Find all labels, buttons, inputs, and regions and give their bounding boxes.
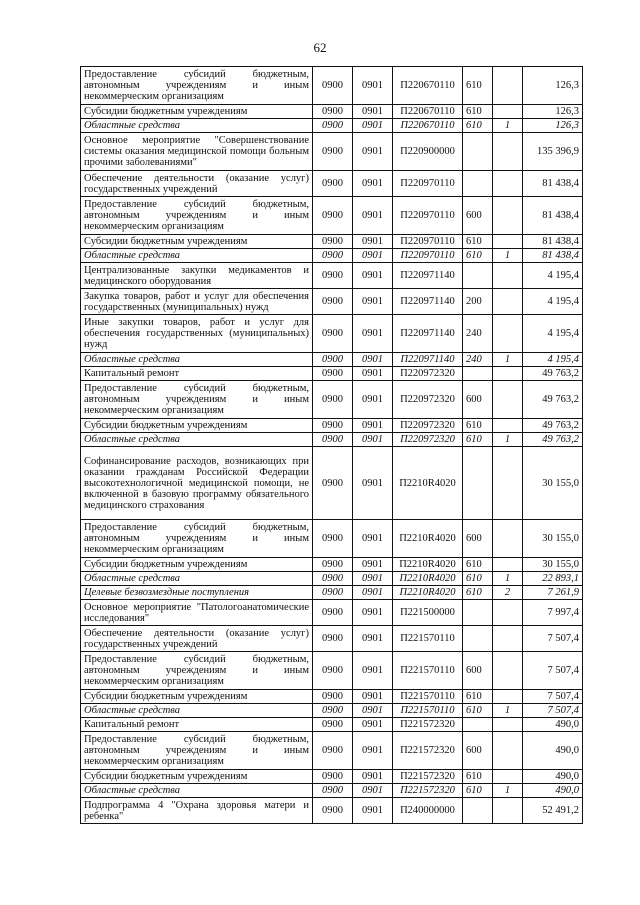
amount-cell: 126,3 [523,105,583,119]
amount-cell: 22 893,1 [523,572,583,586]
row-name-cell: Предоставление субсидий бюджетным, автономным учреждениям и иным некоммерческим организациям [81,197,313,235]
target-article-cell: П220971140 [393,289,463,315]
row-name-cell: Капитальный ремонт [81,367,313,381]
row-name-cell: Субсидии бюджетным учреждениям [81,419,313,433]
amount-cell: 81 438,4 [523,197,583,235]
row-name-cell: Обеспечение деятельности (оказание услуг) государственных учреждений [81,626,313,652]
target-article-cell: П221572320 [393,718,463,732]
row-name-cell: Областные средства [81,704,313,718]
funding-source-cell [493,770,523,784]
expense-type-cell: 610 [463,67,493,105]
funding-source-cell [493,263,523,289]
subsection-code-cell: 0901 [353,447,393,520]
table-row [81,447,583,520]
expense-type-cell: 610 [463,784,493,798]
target-article-cell: П240000000 [393,798,463,824]
subsection-code-cell: 0901 [353,558,393,572]
amount-cell: 30 155,0 [523,558,583,572]
target-article-cell: П220670110 [393,67,463,105]
table-row [81,732,583,770]
table-row [81,263,583,289]
subsection-code-cell: 0901 [353,600,393,626]
section-code-cell: 0900 [313,520,353,558]
table-row [81,652,583,690]
amount-cell: 81 438,4 [523,249,583,263]
expense-type-cell: 610 [463,235,493,249]
section-code-cell: 0900 [313,718,353,732]
target-article-cell: П221572320 [393,784,463,798]
table-row [81,289,583,315]
expense-type-cell: 600 [463,381,493,419]
amount-cell: 135 396,9 [523,133,583,171]
funding-source-cell [493,367,523,381]
section-code-cell: 0900 [313,367,353,381]
section-code-cell: 0900 [313,652,353,690]
section-code-cell: 0900 [313,171,353,197]
amount-cell: 49 763,2 [523,381,583,419]
funding-source-cell [493,600,523,626]
funding-source-cell: 1 [493,249,523,263]
funding-source-cell: 1 [493,784,523,798]
subsection-code-cell: 0901 [353,67,393,105]
target-article-cell: П2210R4020 [393,558,463,572]
table-row [81,197,583,235]
section-code-cell: 0900 [313,626,353,652]
row-name-cell: Капитальный ремонт [81,718,313,732]
subsection-code-cell: 0901 [353,367,393,381]
target-article-cell: П220972320 [393,367,463,381]
funding-source-cell [493,732,523,770]
row-name-cell: Подпрограмма 4 "Охрана здоровья матери и ребенка" [81,798,313,824]
row-name-cell: Областные средства [81,784,313,798]
target-article-cell: П220670110 [393,119,463,133]
row-name-cell: Основное мероприятие "Патологоанатомические исследования" [81,600,313,626]
amount-cell: 7 261,9 [523,586,583,600]
expense-type-cell [463,447,493,520]
funding-source-cell [493,381,523,419]
table-row [81,119,583,133]
row-name-cell: Областные средства [81,249,313,263]
subsection-code-cell: 0901 [353,263,393,289]
table-row [81,520,583,558]
section-code-cell: 0900 [313,315,353,353]
funding-source-cell [493,447,523,520]
amount-cell: 126,3 [523,67,583,105]
section-code-cell: 0900 [313,419,353,433]
section-code-cell: 0900 [313,690,353,704]
table-row [81,433,583,447]
section-code-cell: 0900 [313,572,353,586]
amount-cell: 4 195,4 [523,315,583,353]
subsection-code-cell: 0901 [353,171,393,197]
amount-cell: 81 438,4 [523,171,583,197]
subsection-code-cell: 0901 [353,419,393,433]
expense-type-cell [463,600,493,626]
subsection-code-cell: 0901 [353,704,393,718]
funding-source-cell [493,67,523,105]
expense-type-cell: 240 [463,315,493,353]
section-code-cell: 0900 [313,447,353,520]
expense-type-cell: 600 [463,652,493,690]
table-row [81,690,583,704]
section-code-cell: 0900 [313,704,353,718]
target-article-cell: П220970110 [393,249,463,263]
subsection-code-cell: 0901 [353,433,393,447]
table-row [81,784,583,798]
subsection-code-cell: 0901 [353,770,393,784]
table-row [81,381,583,419]
funding-source-cell: 2 [493,586,523,600]
target-article-cell: П220972320 [393,419,463,433]
expense-type-cell: 610 [463,119,493,133]
table-row [81,626,583,652]
row-name-cell: Иные закупки товаров, работ и услуг для обеспечения государственных (муниципальных) нужд [81,315,313,353]
section-code-cell: 0900 [313,249,353,263]
row-name-cell: Областные средства [81,433,313,447]
subsection-code-cell: 0901 [353,133,393,171]
row-name-cell: Предоставление субсидий бюджетным, автономным учреждениям и иным некоммерческим организациям [81,381,313,419]
row-name-cell: Субсидии бюджетным учреждениям [81,235,313,249]
subsection-code-cell: 0901 [353,289,393,315]
expense-type-cell: 600 [463,732,493,770]
expense-type-cell: 610 [463,419,493,433]
amount-cell: 49 763,2 [523,367,583,381]
section-code-cell: 0900 [313,263,353,289]
table-row [81,704,583,718]
section-code-cell: 0900 [313,586,353,600]
section-code-cell: 0900 [313,381,353,419]
section-code-cell: 0900 [313,353,353,367]
expense-type-cell [463,718,493,732]
subsection-code-cell: 0901 [353,718,393,732]
subsection-code-cell: 0901 [353,235,393,249]
target-article-cell: П220971140 [393,353,463,367]
expense-type-cell: 610 [463,704,493,718]
section-code-cell: 0900 [313,784,353,798]
expense-type-cell: 610 [463,249,493,263]
row-name-cell: Областные средства [81,572,313,586]
target-article-cell: П220670110 [393,105,463,119]
funding-source-cell [493,133,523,171]
subsection-code-cell: 0901 [353,572,393,586]
target-article-cell: П220971140 [393,263,463,289]
amount-cell: 52 491,2 [523,798,583,824]
target-article-cell: П2210R4020 [393,586,463,600]
row-name-cell: Субсидии бюджетным учреждениям [81,690,313,704]
expense-type-cell: 600 [463,520,493,558]
amount-cell: 490,0 [523,784,583,798]
budget-table-body [81,67,583,824]
target-article-cell: П221500000 [393,600,463,626]
subsection-code-cell: 0901 [353,798,393,824]
target-article-cell: П221572320 [393,732,463,770]
funding-source-cell [493,718,523,732]
amount-cell: 4 195,4 [523,353,583,367]
expense-type-cell: 610 [463,105,493,119]
row-name-cell: Предоставление субсидий бюджетным, автономным учреждениям и иным некоммерческим организациям [81,520,313,558]
funding-source-cell [493,626,523,652]
amount-cell: 81 438,4 [523,235,583,249]
funding-source-cell [493,171,523,197]
funding-source-cell [493,652,523,690]
table-row [81,600,583,626]
subsection-code-cell: 0901 [353,784,393,798]
target-article-cell: П221570110 [393,652,463,690]
target-article-cell: П220972320 [393,433,463,447]
section-code-cell: 0900 [313,197,353,235]
funding-source-cell [493,235,523,249]
subsection-code-cell: 0901 [353,732,393,770]
table-row [81,353,583,367]
funding-source-cell [493,690,523,704]
expense-type-cell [463,367,493,381]
table-row [81,419,583,433]
row-name-cell: Предоставление субсидий бюджетным, автономным учреждениям и иным некоммерческим организациям [81,652,313,690]
expense-type-cell [463,171,493,197]
funding-source-cell: 1 [493,433,523,447]
section-code-cell: 0900 [313,235,353,249]
row-name-cell: Целевые безвозмездные поступления [81,586,313,600]
budget-table [80,66,583,824]
funding-source-cell [493,798,523,824]
table-row [81,249,583,263]
table-row [81,586,583,600]
funding-source-cell [493,520,523,558]
section-code-cell: 0900 [313,732,353,770]
amount-cell: 490,0 [523,770,583,784]
expense-type-cell [463,263,493,289]
amount-cell: 490,0 [523,718,583,732]
section-code-cell: 0900 [313,67,353,105]
expense-type-cell: 610 [463,558,493,572]
target-article-cell: П220971140 [393,315,463,353]
target-article-cell: П220970110 [393,235,463,249]
amount-cell: 126,3 [523,119,583,133]
amount-cell: 7 507,4 [523,690,583,704]
funding-source-cell [493,105,523,119]
amount-cell: 49 763,2 [523,419,583,433]
amount-cell: 7 507,4 [523,652,583,690]
expense-type-cell: 610 [463,572,493,586]
row-name-cell: Предоставление субсидий бюджетным, автономным учреждениям и иным некоммерческим организациям [81,67,313,105]
section-code-cell: 0900 [313,289,353,315]
row-name-cell: Субсидии бюджетным учреждениям [81,558,313,572]
table-row [81,572,583,586]
expense-type-cell: 610 [463,433,493,447]
target-article-cell: П2210R4020 [393,520,463,558]
amount-cell: 7 507,4 [523,626,583,652]
table-row [81,558,583,572]
funding-source-cell [493,289,523,315]
target-article-cell: П221570110 [393,704,463,718]
funding-source-cell: 1 [493,704,523,718]
amount-cell: 4 195,4 [523,289,583,315]
table-row [81,171,583,197]
expense-type-cell: 200 [463,289,493,315]
subsection-code-cell: 0901 [353,353,393,367]
subsection-code-cell: 0901 [353,249,393,263]
funding-source-cell: 1 [493,572,523,586]
section-code-cell: 0900 [313,105,353,119]
section-code-cell: 0900 [313,133,353,171]
subsection-code-cell: 0901 [353,105,393,119]
section-code-cell: 0900 [313,119,353,133]
amount-cell: 7 997,4 [523,600,583,626]
row-name-cell: Софинансирование расходов, возникающих при оказании гражданам Российской Федерации высокотехнологичной медицинской помощи, не включенной в базовую программу обязательного медицинского страхования [81,447,313,520]
expense-type-cell: 600 [463,197,493,235]
row-name-cell: Обеспечение деятельности (оказание услуг) государственных учреждений [81,171,313,197]
subsection-code-cell: 0901 [353,119,393,133]
target-article-cell: П221572320 [393,770,463,784]
row-name-cell: Субсидии бюджетным учреждениям [81,770,313,784]
amount-cell: 490,0 [523,732,583,770]
target-article-cell: П220970110 [393,197,463,235]
subsection-code-cell: 0901 [353,520,393,558]
section-code-cell: 0900 [313,433,353,447]
target-article-cell: П221570110 [393,626,463,652]
section-code-cell: 0900 [313,798,353,824]
target-article-cell: П220900000 [393,133,463,171]
table-row [81,315,583,353]
row-name-cell: Субсидии бюджетным учреждениям [81,105,313,119]
row-name-cell: Основное мероприятие "Совершенствование системы оказания медицинской помощи больным прочими заболеваниями" [81,133,313,171]
funding-source-cell: 1 [493,353,523,367]
subsection-code-cell: 0901 [353,690,393,704]
funding-source-cell: 1 [493,119,523,133]
row-name-cell: Закупка товаров, работ и услуг для обеспечения государственных (муниципальных) нужд [81,289,313,315]
subsection-code-cell: 0901 [353,652,393,690]
page-number: 62 [313,40,327,55]
table-row [81,718,583,732]
target-article-cell: П2210R4020 [393,447,463,520]
row-name-cell: Централизованные закупки медикаментов и медицинского оборудования [81,263,313,289]
funding-source-cell [493,197,523,235]
table-row [81,367,583,381]
row-name-cell: Областные средства [81,119,313,133]
expense-type-cell [463,133,493,171]
expense-type-cell: 610 [463,690,493,704]
table-row [81,798,583,824]
subsection-code-cell: 0901 [353,626,393,652]
table-row [81,770,583,784]
expense-type-cell: 240 [463,353,493,367]
target-article-cell: П2210R4020 [393,572,463,586]
section-code-cell: 0900 [313,770,353,784]
amount-cell: 49 763,2 [523,433,583,447]
funding-source-cell [493,558,523,572]
subsection-code-cell: 0901 [353,197,393,235]
expense-type-cell [463,798,493,824]
row-name-cell: Предоставление субсидий бюджетным, автономным учреждениям и иным некоммерческим организациям [81,732,313,770]
section-code-cell: 0900 [313,600,353,626]
amount-cell: 30 155,0 [523,447,583,520]
expense-type-cell: 610 [463,770,493,784]
table-row [81,67,583,105]
row-name-cell: Областные средства [81,353,313,367]
subsection-code-cell: 0901 [353,315,393,353]
section-code-cell: 0900 [313,558,353,572]
target-article-cell: П220970110 [393,171,463,197]
amount-cell: 4 195,4 [523,263,583,289]
funding-source-cell [493,315,523,353]
table-row [81,235,583,249]
expense-type-cell [463,626,493,652]
expense-type-cell: 610 [463,586,493,600]
table-row [81,133,583,171]
subsection-code-cell: 0901 [353,381,393,419]
amount-cell: 7 507,4 [523,704,583,718]
target-article-cell: П220972320 [393,381,463,419]
funding-source-cell [493,419,523,433]
table-row [81,105,583,119]
target-article-cell: П221570110 [393,690,463,704]
subsection-code-cell: 0901 [353,586,393,600]
amount-cell: 30 155,0 [523,520,583,558]
